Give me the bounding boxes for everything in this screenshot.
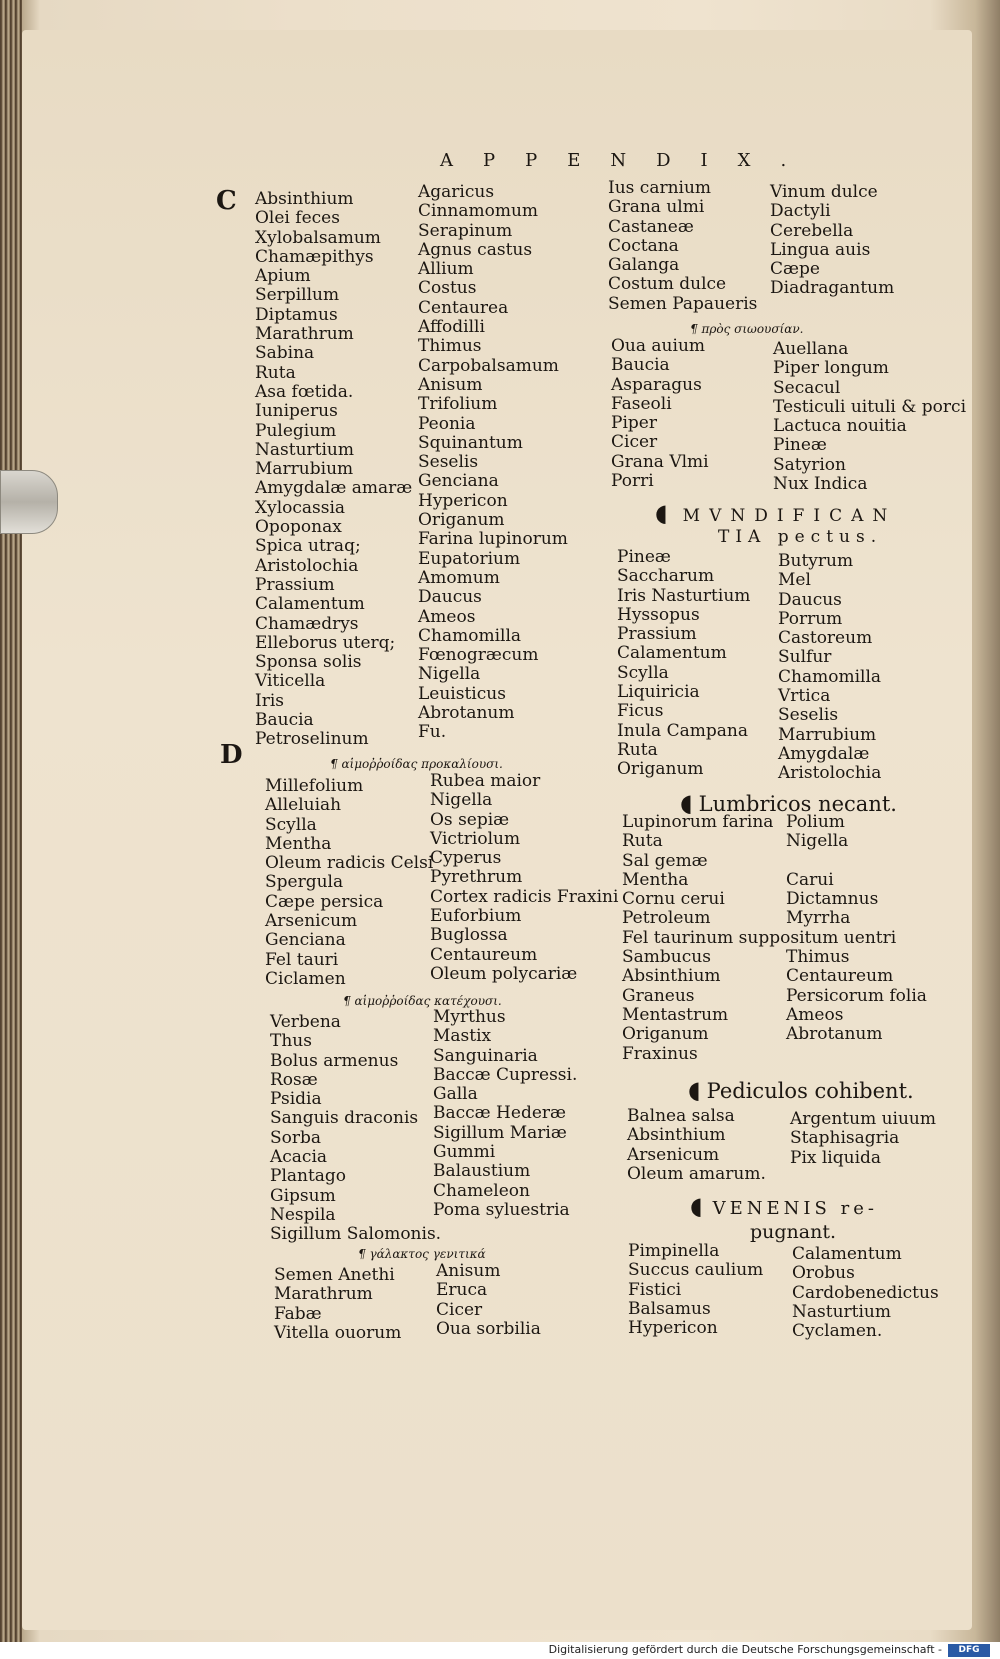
entry-c2-9: Carpobalsamum [418, 355, 559, 376]
entry-c3a-1: Alleluiah [265, 795, 342, 816]
entry-c4c-0: Anisum [436, 1261, 501, 1281]
entry-c3a-9: Fel tauri [265, 949, 339, 970]
section-mundificantia-line2: TIA pectus. [718, 527, 883, 547]
entry-r2a-4: Piper [611, 413, 657, 434]
entry-c3a-0: Millefolium [265, 776, 364, 796]
entry-c1-25: Viticella [255, 671, 326, 692]
entry-c4b-10: Poma syluestria [433, 1199, 570, 1220]
entry-r6a-4: Hypericon [628, 1318, 718, 1339]
entry-c4b-8: Balaustium [433, 1161, 531, 1182]
entry-c2-19: Eupatorium [418, 548, 521, 569]
entry-r3a-11: Origanum [617, 759, 704, 780]
initial-c: C [216, 186, 237, 216]
entry-r3a-6: Scylla [617, 662, 669, 683]
entry-r1a-0: Ius carnium [608, 178, 712, 198]
entry-r2b-7: Nux Indica [773, 474, 868, 495]
entry-c4b-3: Baccæ Cupressi. [433, 1064, 578, 1085]
entry-r4b-2 [786, 852, 927, 871]
entry-r3b-1: Mel [778, 570, 811, 591]
column-3a [265, 777, 433, 989]
entry-r4b-7: Thimus [786, 947, 850, 968]
section-lumbricos: ◖ Lumbricos necant. [680, 788, 897, 817]
entry-c4c-2: Cicer [436, 1299, 483, 1320]
entry-c4a-1: Nigella [430, 790, 493, 811]
entry-c2-3: Agnus castus [418, 239, 533, 260]
entry-r6b-1: Orobus [792, 1263, 855, 1284]
entry-c3b-5: Sanguis draconis [270, 1108, 419, 1129]
greek-heading-3: ¶ γάλακτος γενιτικά [358, 1247, 486, 1261]
column-1 [255, 190, 412, 750]
entry-c1-28: Petroselinum [255, 729, 369, 750]
entry-r1a-3: Coctana [608, 235, 679, 256]
entry-r3b-6: Chamomilla [778, 666, 882, 687]
right-col-1b [770, 183, 894, 299]
footer-credit: Digitalisierung gefördert durch die Deutsche Forschungsgemeinschaft - [548, 1643, 942, 1656]
entry-r3a-0: Pineæ [617, 547, 671, 567]
entry-c3a-8: Genciana [265, 930, 346, 951]
column-2 [418, 183, 568, 743]
entry-c1-8: Sabina [255, 343, 315, 364]
running-header: APPENDIX. [440, 150, 817, 171]
entry-c1-23: Elleborus uterq; [255, 632, 396, 653]
entry-c4a-4: Cyperus [430, 848, 502, 869]
section-lumbricos-label: Lumbricos necant. [698, 792, 897, 816]
entry-c1-15: Amygdalæ amaræ [255, 478, 413, 499]
entry-c2-6: Centaurea [418, 297, 509, 318]
entry-c1-1: Olei feces [255, 208, 340, 229]
entry-c2-20: Amomum [418, 567, 500, 588]
entry-r4a-4: Cornu cerui [622, 889, 725, 910]
column-4b [433, 1008, 577, 1220]
entry-c2-1: Cinnamomum [418, 201, 539, 222]
entry-c2-8: Thimus [418, 336, 482, 357]
entry-c1-18: Spica utraq; [255, 536, 361, 557]
entry-c3b-4: Psidia [270, 1089, 322, 1110]
entry-r5a-3: Oleum amarum. [627, 1163, 766, 1184]
entry-r3b-11: Aristolochia [778, 763, 882, 784]
entry-c4c-3: Oua sorbilia [436, 1318, 541, 1339]
entry-r5b-3 [790, 1168, 936, 1187]
right-col-5a [627, 1107, 766, 1184]
entry-r4a-3: Mentha [622, 869, 689, 890]
entry-c3b-0: Verbena [270, 1012, 341, 1032]
entry-r3b-5: Sulfur [778, 647, 832, 668]
entry-r6b-0: Calamentum [792, 1244, 902, 1264]
entry-r3a-9: Inula Campana [617, 720, 748, 741]
column-4c [436, 1262, 541, 1339]
entry-c4b-6: Sigillum Mariæ [433, 1122, 567, 1143]
entry-c2-2: Serapinum [418, 220, 513, 241]
entry-c1-24: Sponsa solis [255, 652, 362, 673]
entry-r5a-0: Balnea salsa [627, 1106, 735, 1126]
entry-c1-26: Iris [255, 690, 285, 711]
column-4a [430, 772, 618, 984]
entry-r4a-11: Origanum [622, 1024, 709, 1045]
entry-c1-13: Nasturtium [255, 439, 354, 460]
entry-r4b-0: Polium [786, 812, 845, 832]
entry-c3a-10: Ciclamen [265, 968, 346, 989]
entry-r4a-7: Sambucus [622, 947, 711, 968]
right-col-6a [628, 1242, 763, 1338]
column-3c [274, 1266, 401, 1343]
entry-c2-14: Seselis [418, 452, 479, 473]
entry-c3b-11: Sigillum Salomonis. [270, 1224, 442, 1245]
entry-c3c-0: Semen Anethi [274, 1265, 395, 1285]
entry-r1a-2: Castaneæ [608, 216, 694, 237]
entry-r4a-8: Absinthium [622, 966, 721, 987]
entry-r3b-7: Vrtica [778, 686, 831, 707]
right-col-2b [773, 340, 966, 494]
entry-c2-13: Squinantum [418, 432, 523, 453]
entry-r3a-1: Saccharum [617, 566, 715, 587]
entry-c4b-2: Sanguinaria [433, 1045, 538, 1066]
entry-c2-10: Anisum [418, 374, 483, 395]
entry-c2-22: Ameos [418, 606, 476, 627]
entry-c3a-5: Spergula [265, 872, 344, 893]
entry-r4a-10: Mentastrum [622, 1004, 729, 1025]
entry-r4a-1: Ruta [622, 831, 663, 852]
entry-c4a-7: Euforbium [430, 906, 522, 927]
entry-r1a-1: Grana ulmi [608, 197, 705, 218]
entry-c1-27: Baucia [255, 710, 314, 731]
entry-r5b-0: Argentum uiuum [790, 1109, 937, 1129]
entry-r6a-3: Balsamus [628, 1298, 711, 1319]
entry-c4c-1: Eruca [436, 1280, 488, 1301]
entry-c2-28: Fu. [418, 722, 447, 743]
entry-r1b-3: Lingua auis [770, 239, 871, 260]
entry-r2a-6: Grana Vlmi [611, 451, 709, 472]
entry-c1-3: Chamæpithys [255, 246, 374, 267]
entry-r1b-0: Vinum dulce [770, 182, 878, 202]
entry-c1-6: Diptamus [255, 304, 338, 325]
entry-r4b-11: Abrotanum [786, 1024, 883, 1045]
entry-r3b-3: Porrum [778, 608, 843, 629]
entry-c2-21: Daucus [418, 587, 482, 608]
entry-r3b-8: Seselis [778, 705, 839, 726]
section-pediculos-label: Pediculos cohibent. [706, 1079, 914, 1103]
entry-r3b-4: Castoreum [778, 628, 873, 649]
entry-r6a-0: Pimpinella [628, 1241, 720, 1261]
entry-r4b-4: Dictamnus [786, 889, 879, 910]
entry-c3a-6: Cæpe persica [265, 891, 384, 912]
entry-c4a-9: Centaureum [430, 944, 538, 965]
entry-r4b-6 [786, 929, 927, 948]
entry-r2a-0: Oua auium [611, 336, 706, 356]
entry-c4a-3: Victriolum [430, 828, 521, 849]
right-col-4b [786, 813, 927, 1064]
entry-c2-24: Fœnogræcum [418, 645, 539, 666]
entry-r2b-0: Auellana [773, 339, 849, 359]
entry-r3a-7: Liquiricia [617, 682, 700, 703]
entry-r6a-2: Fistici [628, 1279, 682, 1300]
entry-r6b-2: Cardobenedictus [792, 1282, 939, 1303]
entry-r3a-2: Iris Nasturtium [617, 585, 751, 606]
entry-c1-10: Asa fœtida. [255, 381, 354, 402]
entry-c2-17: Origanum [418, 510, 505, 531]
entry-c4a-5: Pyrethrum [430, 867, 523, 888]
entry-r4a-0: Lupinorum farina [622, 812, 774, 832]
entry-r6a-1: Succus caulium [628, 1260, 764, 1281]
entry-r5b-1: Staphisagria [790, 1128, 900, 1149]
entry-r2a-7: Porri [611, 471, 654, 492]
section-venenis-line2: pugnant. [750, 1221, 837, 1243]
entry-r4a-2: Sal gemæ [622, 850, 708, 871]
entry-r5a-2: Arsenicum [627, 1144, 720, 1165]
entry-r4b-12 [786, 1045, 927, 1064]
section-mundificantia-line1: MVNDIFICAN [682, 506, 897, 526]
entry-r3a-10: Ruta [617, 739, 658, 760]
entry-r3b-0: Butyrum [778, 551, 854, 571]
entry-r6b-4: Cyclamen. [792, 1321, 883, 1342]
entry-c4b-4: Galla [433, 1084, 478, 1105]
entry-r3a-5: Calamentum [617, 643, 727, 664]
entry-c1-12: Pulegium [255, 420, 337, 441]
entry-c1-22: Chamædrys [255, 613, 359, 634]
entry-c1-14: Marrubium [255, 459, 354, 480]
entry-r4b-8: Centaureum [786, 966, 894, 987]
entry-c3b-9: Gipsum [270, 1185, 336, 1206]
section-mundificantia: ◖ MVNDIFICAN [655, 498, 897, 527]
entry-c2-7: Affodilli [418, 317, 485, 338]
entry-c2-11: Trifolium [418, 394, 498, 415]
entry-r4b-1: Nigella [786, 831, 849, 852]
section-venenis: ◖ VENENIS re- [690, 1191, 878, 1220]
entry-c2-26: Leuisticus [418, 683, 506, 704]
entry-c3b-2: Bolus armenus [270, 1050, 399, 1071]
entry-c2-25: Nigella [418, 664, 481, 685]
entry-r1a-6: Semen Papaueris [608, 293, 758, 314]
entry-c3c-3: Vitella ouorum [274, 1322, 402, 1343]
entry-c3b-8: Plantago [270, 1166, 347, 1187]
entry-r1a-5: Costum dulce [608, 274, 727, 295]
entry-c4a-8: Buglossa [430, 925, 508, 946]
entry-r2a-2: Asparagus [611, 374, 702, 395]
entry-r3a-3: Hyssopus [617, 604, 700, 625]
right-col-5b [790, 1110, 936, 1187]
entry-c4b-7: Gummi [433, 1142, 496, 1163]
entry-c3a-3: Mentha [265, 833, 332, 854]
entry-r1b-4: Cæpe [770, 259, 820, 280]
entry-r4b-9: Persicorum folia [786, 985, 927, 1006]
initial-d: D [220, 740, 243, 770]
entry-c1-2: Xylobalsamum [255, 227, 381, 248]
entry-c4b-1: Mastix [433, 1026, 492, 1047]
greek-heading-0: ¶ πρὸς σιωουσίαν. [690, 322, 804, 336]
entry-r1b-5: Diadragantum [770, 278, 895, 299]
section-venenis-line1: VENENIS re- [712, 1198, 878, 1219]
page-clip [0, 470, 58, 534]
entry-r2b-5: Pineæ [773, 435, 827, 456]
entry-r4a-5: Petroleum [622, 908, 711, 929]
entry-c3a-4: Oleum radicis Celsi [265, 853, 434, 874]
entry-r5a-1: Absinthium [627, 1125, 726, 1146]
entry-c4a-10: Oleum polycariæ [430, 963, 578, 984]
entry-r3b-2: Daucus [778, 589, 842, 610]
entry-c3a-2: Scylla [265, 814, 317, 835]
entry-r1b-2: Cerebella [770, 220, 854, 241]
entry-c1-21: Calamentum [255, 594, 365, 615]
entry-r4b-10: Ameos [786, 1004, 844, 1025]
entry-c2-4: Allium [418, 259, 474, 280]
entry-c1-9: Ruta [255, 362, 296, 383]
entry-r2a-1: Baucia [611, 355, 670, 376]
entry-r2b-4: Lactuca nouitia [773, 416, 907, 437]
entry-r2b-1: Piper longum [773, 358, 889, 379]
entry-r1a-4: Galanga [608, 255, 680, 276]
entry-c3b-7: Acacia [270, 1147, 328, 1168]
entry-r4a-6: Fel taurinum suppositum uentri [622, 927, 897, 948]
entry-r6b-3: Nasturtium [792, 1301, 891, 1322]
entry-r4a-9: Graneus [622, 985, 695, 1006]
entry-c1-5: Serpillum [255, 285, 340, 306]
entry-c4b-9: Chameleon [433, 1180, 530, 1201]
greek-heading-2: ¶ αἱμοῤῥοίδας κατέχουσι. [343, 994, 502, 1008]
entry-r4b-3: Carui [786, 869, 834, 890]
footer-bar [0, 1642, 1000, 1659]
entry-c4b-0: Myrthus [433, 1007, 506, 1027]
dfg-logo: DFG [948, 1644, 990, 1657]
entry-c2-15: Genciana [418, 471, 499, 492]
entry-c2-0: Agaricus [418, 182, 495, 202]
right-col-3a [617, 548, 750, 780]
entry-c2-27: Abrotanum [418, 703, 515, 724]
entry-r2b-6: Satyrion [773, 454, 846, 475]
right-col-2a [611, 337, 709, 491]
entry-c2-23: Chamomilla [418, 625, 522, 646]
right-col-3b [778, 552, 881, 784]
entry-r4b-5: Myrrha [786, 908, 851, 929]
entry-c3a-7: Arsenicum [265, 911, 358, 932]
entry-c3b-6: Sorba [270, 1127, 322, 1148]
entry-c2-16: Hypericon [418, 490, 508, 511]
column-3b [270, 1013, 441, 1245]
entry-r2b-3: Testiculi uituli & porci [773, 396, 967, 417]
entry-c1-19: Aristolochia [255, 555, 359, 576]
entry-r1b-1: Dactyli [770, 201, 831, 222]
entry-r3b-9: Marrubium [778, 724, 877, 745]
entry-c1-16: Xylocassia [255, 497, 346, 518]
entry-r3b-10: Amygdalæ [778, 743, 870, 764]
entry-c3b-10: Nespila [270, 1204, 336, 1225]
entry-r5b-2: Pix liquida [790, 1147, 882, 1168]
entry-c2-12: Peonia [418, 413, 476, 434]
entry-c2-18: Farina lupinorum [418, 529, 568, 550]
entry-c1-17: Opoponax [255, 517, 342, 538]
entry-c3c-1: Marathrum [274, 1284, 373, 1305]
entry-c1-4: Apium [255, 266, 311, 287]
entry-c1-11: Iuniperus [255, 401, 338, 422]
entry-c3b-1: Thus [270, 1031, 312, 1052]
entry-c4a-0: Rubea maior [430, 771, 541, 791]
entry-c4a-2: Os sepiæ [430, 809, 510, 830]
entry-r2b-2: Secacul [773, 377, 841, 398]
section-pediculos: ◖ Pediculos cohibent. [688, 1075, 914, 1104]
entry-c2-5: Costus [418, 278, 477, 299]
entry-c4a-6: Cortex radicis Fraxini [430, 886, 619, 907]
entry-c3c-2: Fabæ [274, 1303, 322, 1324]
entry-r3a-8: Ficus [617, 701, 664, 722]
right-col-1a [608, 179, 757, 314]
entry-c1-7: Marathrum [255, 324, 354, 345]
greek-heading-1: ¶ αἱμοῤῥοίδας προκαλίουσι. [330, 757, 503, 771]
right-col-6b [792, 1245, 939, 1341]
entry-c1-0: Absinthium [255, 189, 354, 209]
book-edge [0, 0, 22, 1659]
entry-r4a-12: Fraxinus [622, 1043, 698, 1064]
entry-c1-20: Prassium [255, 574, 335, 595]
entry-r2a-5: Cicer [611, 432, 658, 453]
entry-r2a-3: Faseoli [611, 393, 672, 414]
entry-c3b-3: Rosæ [270, 1069, 318, 1090]
entry-c4b-5: Baccæ Hederæ [433, 1103, 566, 1124]
entry-r3a-4: Prassium [617, 624, 697, 645]
